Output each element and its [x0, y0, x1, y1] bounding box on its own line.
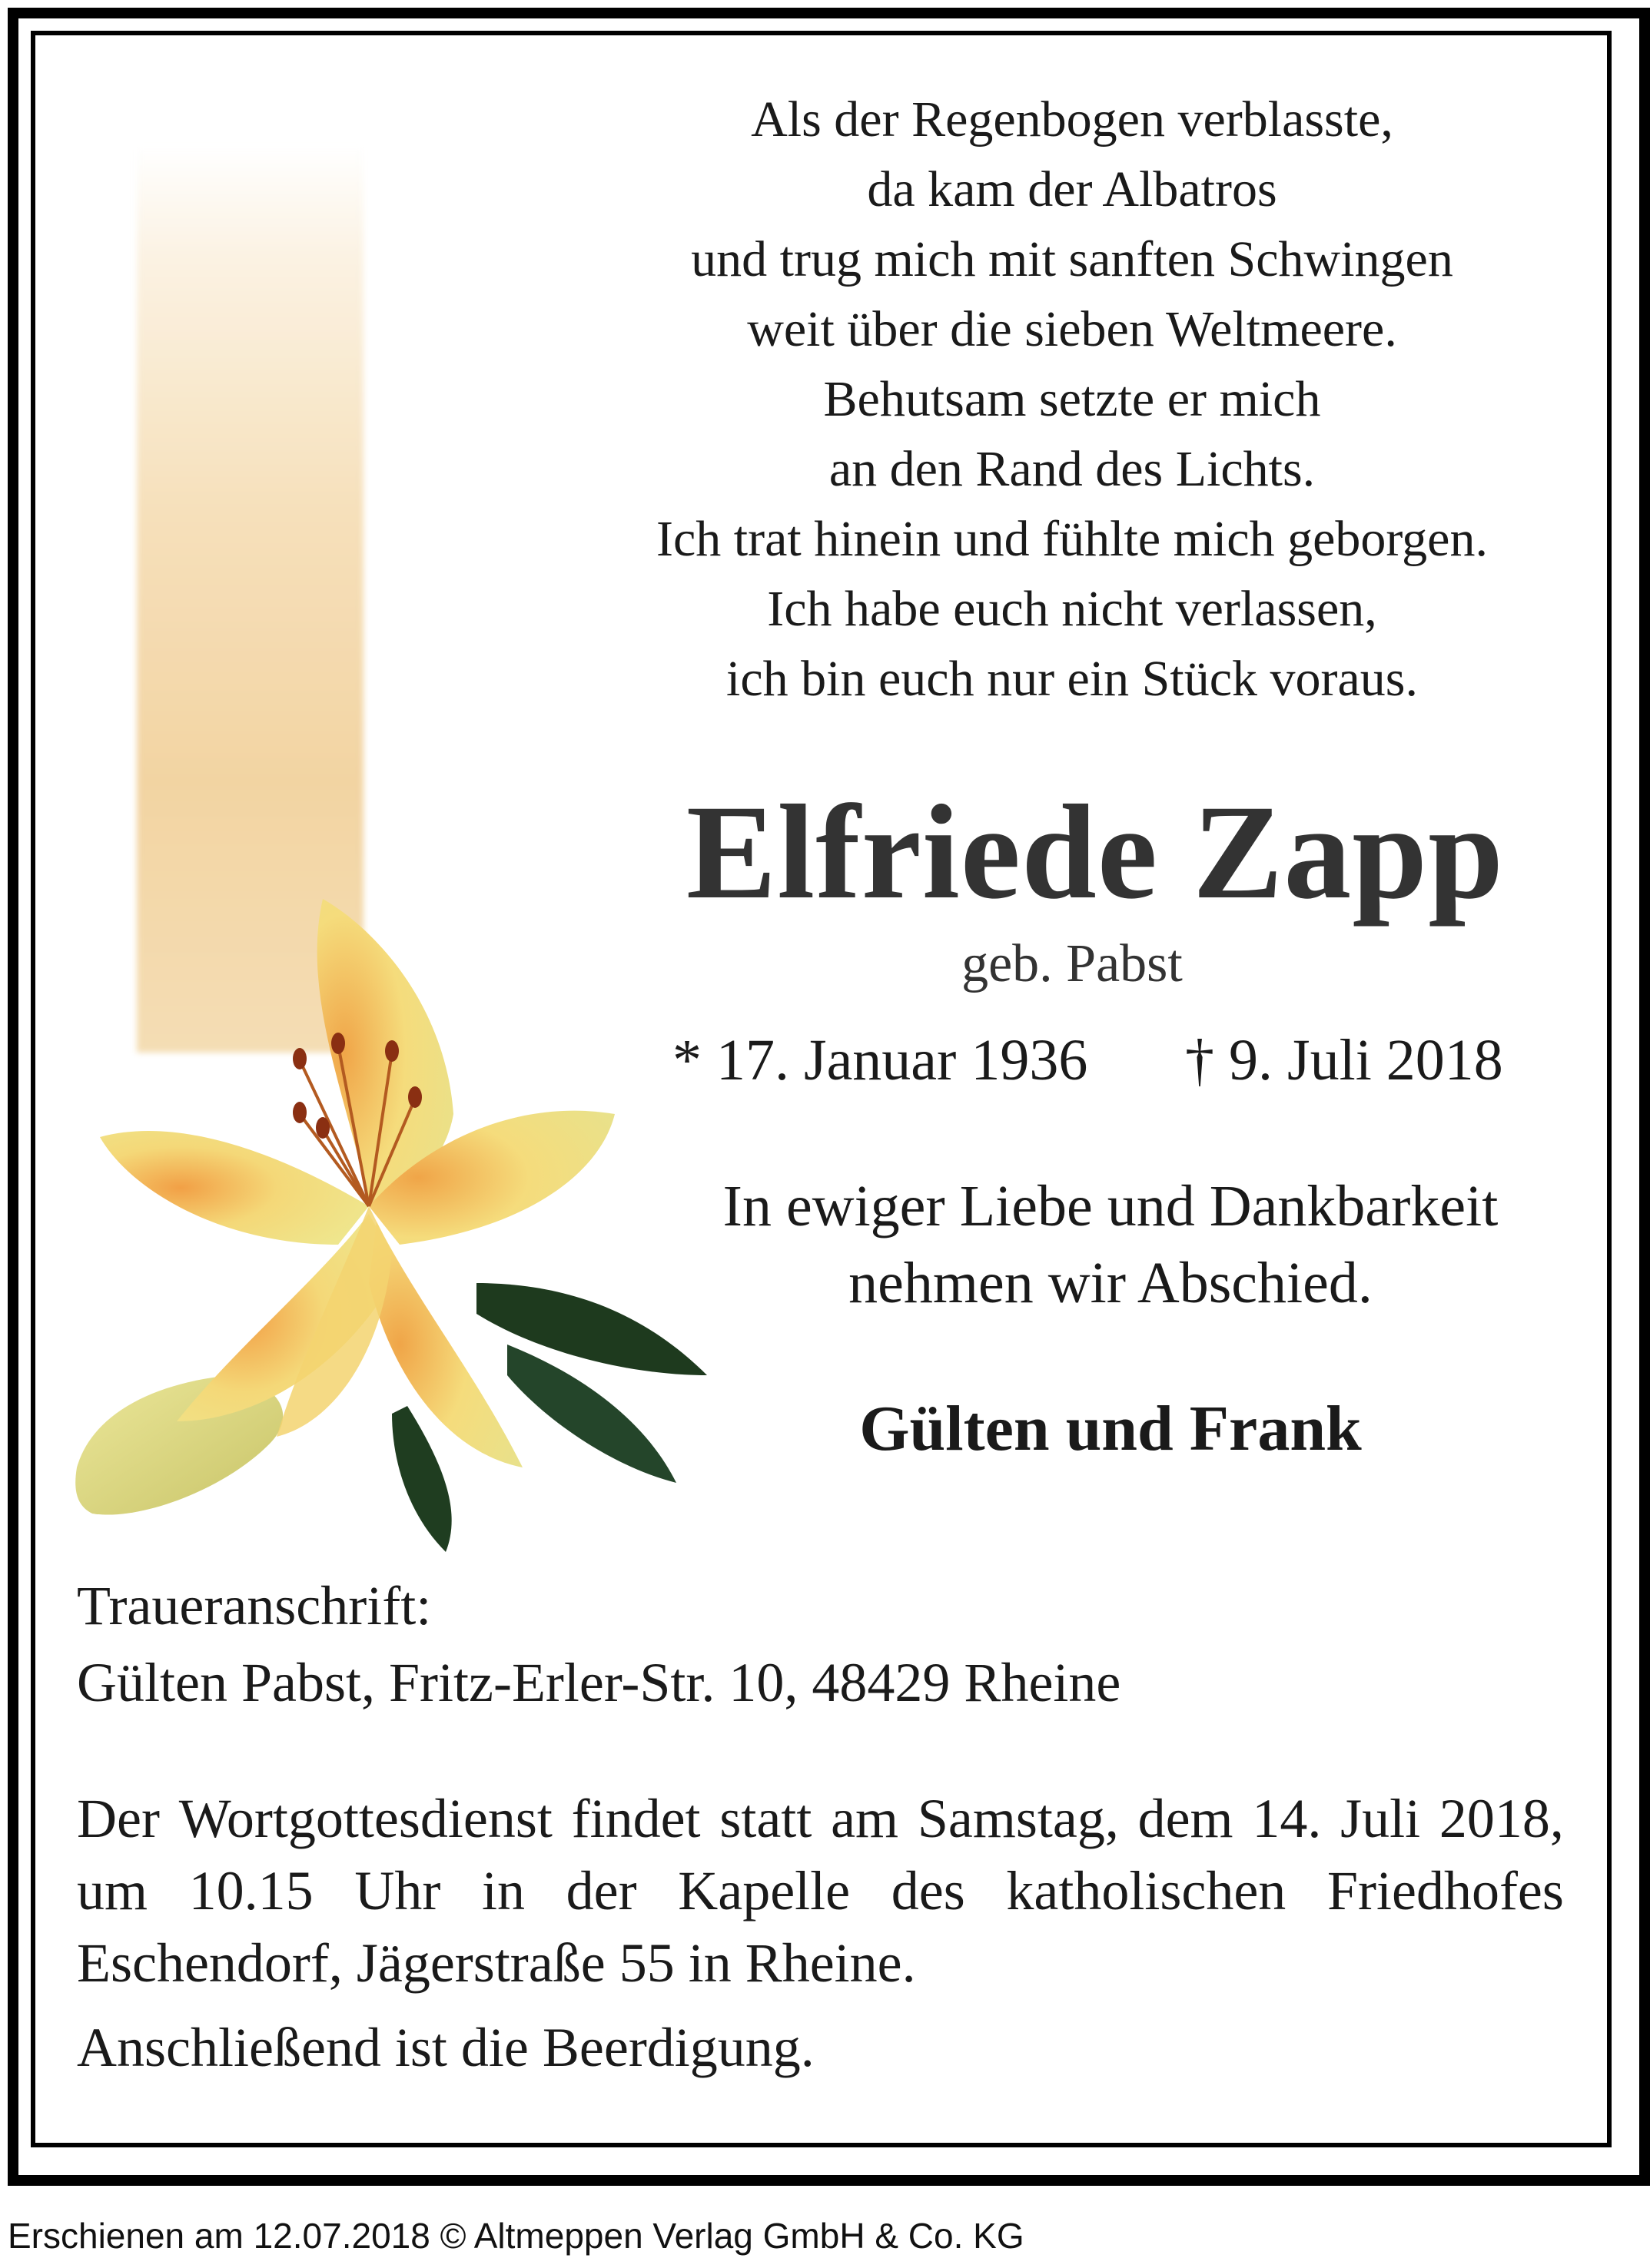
service-line-1	[77, 1782, 1564, 1855]
poem-line: weit über die sieben Weltmeere.	[747, 301, 1397, 357]
petal-shape	[100, 1131, 369, 1245]
service-word: 2018,	[1439, 1788, 1564, 1849]
service-word: in	[481, 1860, 525, 1922]
service-word: findet	[571, 1788, 701, 1849]
service-word: des	[891, 1860, 965, 1922]
petal-shape	[369, 1222, 523, 1467]
poem-line: ich bin euch nur ein Stück voraus.	[726, 651, 1418, 707]
service-info	[77, 1782, 1564, 1999]
service-word: Wortgottesdienst	[178, 1788, 553, 1849]
birth-date: * 17. Januar 1936	[672, 1028, 1088, 1093]
address-line: Gülten Pabst, Fritz-Erler-Str. 10, 48429 Rheine	[77, 1652, 1121, 1713]
mourning-address	[77, 1567, 1120, 1721]
service-word: Friedhofes	[1326, 1860, 1564, 1922]
service-word: am	[831, 1788, 899, 1849]
service-word: der	[566, 1860, 637, 1922]
farewell-line: nehmen wir Abschied.	[848, 1251, 1373, 1315]
poem-line: Ich habe euch nicht verlassen,	[767, 581, 1377, 637]
family-names: Gülten und Frank	[859, 1393, 1362, 1464]
service-word: Kapelle	[678, 1860, 851, 1922]
poem	[599, 85, 1545, 714]
leaf-shape	[392, 1406, 452, 1552]
service-word: statt	[719, 1788, 812, 1849]
service-word: dem	[1137, 1788, 1233, 1849]
maiden-name: geb. Pabst	[961, 934, 1183, 993]
poem-line: Ich trat hinein und fühlte mich geborgen.	[656, 511, 1488, 567]
service-line-3: Eschendorf, Jägerstraße 55 in Rheine.	[77, 1932, 916, 1994]
poem-line: an den Rand des Lichts.	[828, 441, 1316, 497]
deceased-name: Elfriede Zapp	[686, 778, 1505, 927]
service-word: Samstag,	[917, 1788, 1119, 1849]
death-date: † 9. Juli 2018	[1185, 1028, 1503, 1093]
service-word: 14.	[1252, 1788, 1322, 1849]
service-word: 10.15	[188, 1860, 314, 1922]
service-word: Der	[77, 1788, 160, 1849]
poem-line: Behutsam setzte er mich	[823, 371, 1321, 427]
publication-footer: Erschienen am 12.07.2018 © Altmeppen Verlag GmbH & Co. KG	[8, 2216, 1024, 2256]
service-word: katholischen	[1006, 1860, 1286, 1922]
burial-note: Anschließend ist die Beerdigung.	[77, 2017, 815, 2078]
farewell-text	[638, 1168, 1583, 1321]
poem-line: da kam der Albatros	[867, 161, 1277, 217]
service-word: um	[77, 1860, 148, 1922]
service-word: Uhr	[354, 1860, 441, 1922]
service-word: Juli	[1340, 1788, 1421, 1849]
address-label: Traueranschrift:	[77, 1575, 432, 1636]
poem-line: und trug mich mit sanften Schwingen	[691, 231, 1453, 287]
service-line-2	[77, 1855, 1564, 1927]
farewell-line: In ewiger Liebe und Dankbarkeit	[722, 1174, 1499, 1238]
poem-line: Als der Regenbogen verblasste,	[751, 91, 1393, 148]
